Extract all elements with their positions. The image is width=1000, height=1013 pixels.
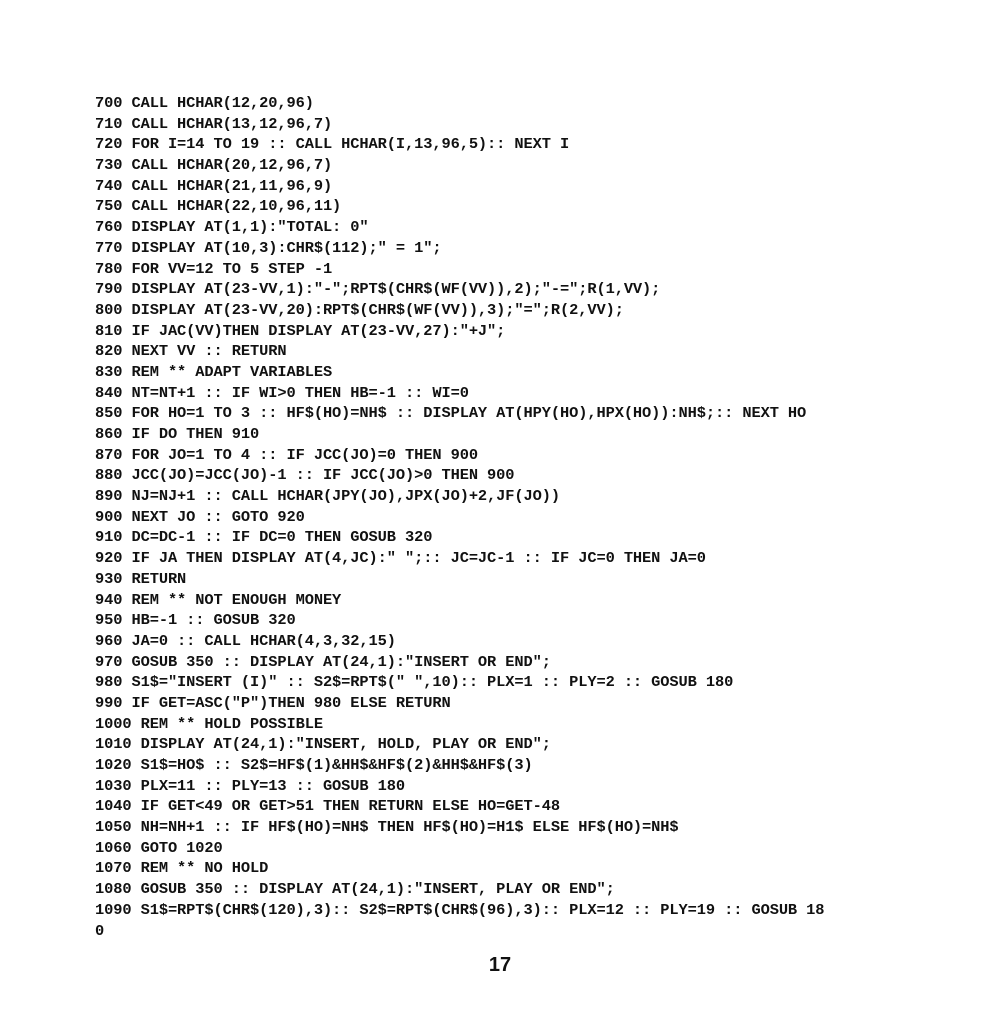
code-line: 790 DISPLAY AT(23-VV,1):"-";RPT$(CHR$(WF(VV)),2);"-=";R(1,VV); (95, 282, 661, 299)
code-line: 860 IF DO THEN 910 (95, 427, 260, 443)
code-line: 700 CALL HCHAR(12,20,96) (95, 96, 314, 112)
code-line: 800 DISPLAY AT(23-VV,20):RPT$(CHR$(WF(VV)),3);"=";R(2,VV); (95, 302, 624, 319)
code-line: 810 IF JAC(VV)THEN DISPLAY AT(23-VV,27):"+J"; (95, 323, 506, 340)
code-line: 970 GOSUB 350 :: DISPLAY AT(24,1):"INSERT OR END"; (95, 654, 551, 671)
code-line: 960 JA=0 :: CALL HCHAR(4,3,32,15) (95, 633, 396, 650)
code-line: 730 CALL HCHAR(20,12,96,7) (95, 158, 333, 175)
code-line: 1040 IF GET<49 OR GET>51 THEN RETURN ELSE HO=GET-48 (95, 799, 561, 816)
code-line: 850 FOR HO=1 TO 3 :: HF$(HO)=NH$ :: DISPLAY AT(HPY(HO),HPX(HO)):NH$;:: NEXT HO (95, 406, 807, 423)
code-line: 750 CALL HCHAR(22,10,96,11) (95, 199, 342, 216)
code-line: 890 NJ=NJ+1 :: CALL HCHAR(JPY(JO),JPX(JO)+2,JF(JO)) (95, 489, 561, 506)
code-line: 840 NT=NT+1 :: IF WI>0 THEN HB=-1 :: WI=0 (95, 385, 469, 402)
code-line: 780 FOR VV=12 TO 5 STEP -1 (95, 261, 333, 278)
page-number: 17 (488, 954, 512, 976)
code-line: 910 DC=DC-1 :: IF DC=0 THEN GOSUB 320 (95, 530, 433, 547)
code-line: 1030 PLX=11 :: PLY=13 :: GOSUB 180 (95, 778, 406, 795)
code-line: 950 HB=-1 :: GOSUB 320 (95, 613, 296, 630)
code-line: 920 IF JA THEN DISPLAY AT(4,JC):" ";:: JC=JC-1 :: IF JC=0 THEN JA=0 (95, 551, 706, 568)
code-line: 1070 REM ** NO HOLD (95, 861, 269, 878)
code-line: 820 NEXT VV :: RETURN (95, 344, 287, 361)
code-line: 0 (95, 923, 105, 940)
code-line: 1000 REM ** HOLD POSSIBLE (95, 716, 323, 733)
code-line: 740 CALL HCHAR(21,11,96,9) (95, 178, 333, 195)
code-line: 720 FOR I=14 TO 19 :: CALL HCHAR(I,13,96,5):: NEXT I (95, 137, 570, 154)
code-line: 830 REM ** ADAPT VARIABLES (95, 364, 333, 381)
code-line: 1090 S1$=RPT$(CHR$(120),3):: S2$=RPT$(CHR$(96),3):: PLX=12 :: PLY=19 :: GOSUB 18 (95, 902, 825, 919)
code-line: 770 DISPLAY AT(10,3):CHR$(112);" = 1"; (95, 240, 442, 257)
code-line: 760 DISPLAY AT(1,1):"TOTAL: 0" (95, 220, 369, 237)
code-line: 1010 DISPLAY AT(24,1):"INSERT, HOLD, PLAY OR END"; (95, 737, 551, 754)
code-line: 880 JCC(JO)=JCC(JO)-1 :: IF JCC(JO)>0 THEN 900 (95, 468, 515, 485)
code-line: 990 IF GET=ASC("P")THEN 980 ELSE RETURN (95, 695, 451, 712)
code-line: 710 CALL HCHAR(13,12,96,7) (95, 116, 333, 133)
code-line: 870 FOR JO=1 TO 4 :: IF JCC(JO)=0 THEN 900 (95, 447, 478, 464)
code-line: 1080 GOSUB 350 :: DISPLAY AT(24,1):"INSERT, PLAY OR END"; (95, 882, 615, 899)
code-line: 930 RETURN (95, 571, 187, 588)
code-line: 1050 NH=NH+1 :: IF HF$(HO)=NH$ THEN HF$(HO)=H1$ ELSE HF$(HO)=NH$ (95, 820, 679, 837)
code-line: 940 REM ** NOT ENOUGH MONEY (95, 592, 342, 609)
code-line: 900 NEXT JO :: GOTO 920 (95, 509, 305, 526)
basic-program-listing (95, 94, 1000, 942)
code-line: 980 S1$="INSERT (I)" :: S2$=RPT$(" ",10):: PLX=1 :: PLY=2 :: GOSUB 180 (95, 675, 734, 692)
code-line: 1060 GOTO 1020 (95, 840, 223, 857)
code-line: 1020 S1$=HO$ :: S2$=HF$(1)&HH$&HF$(2)&HH$&HF$(3) (95, 758, 533, 774)
